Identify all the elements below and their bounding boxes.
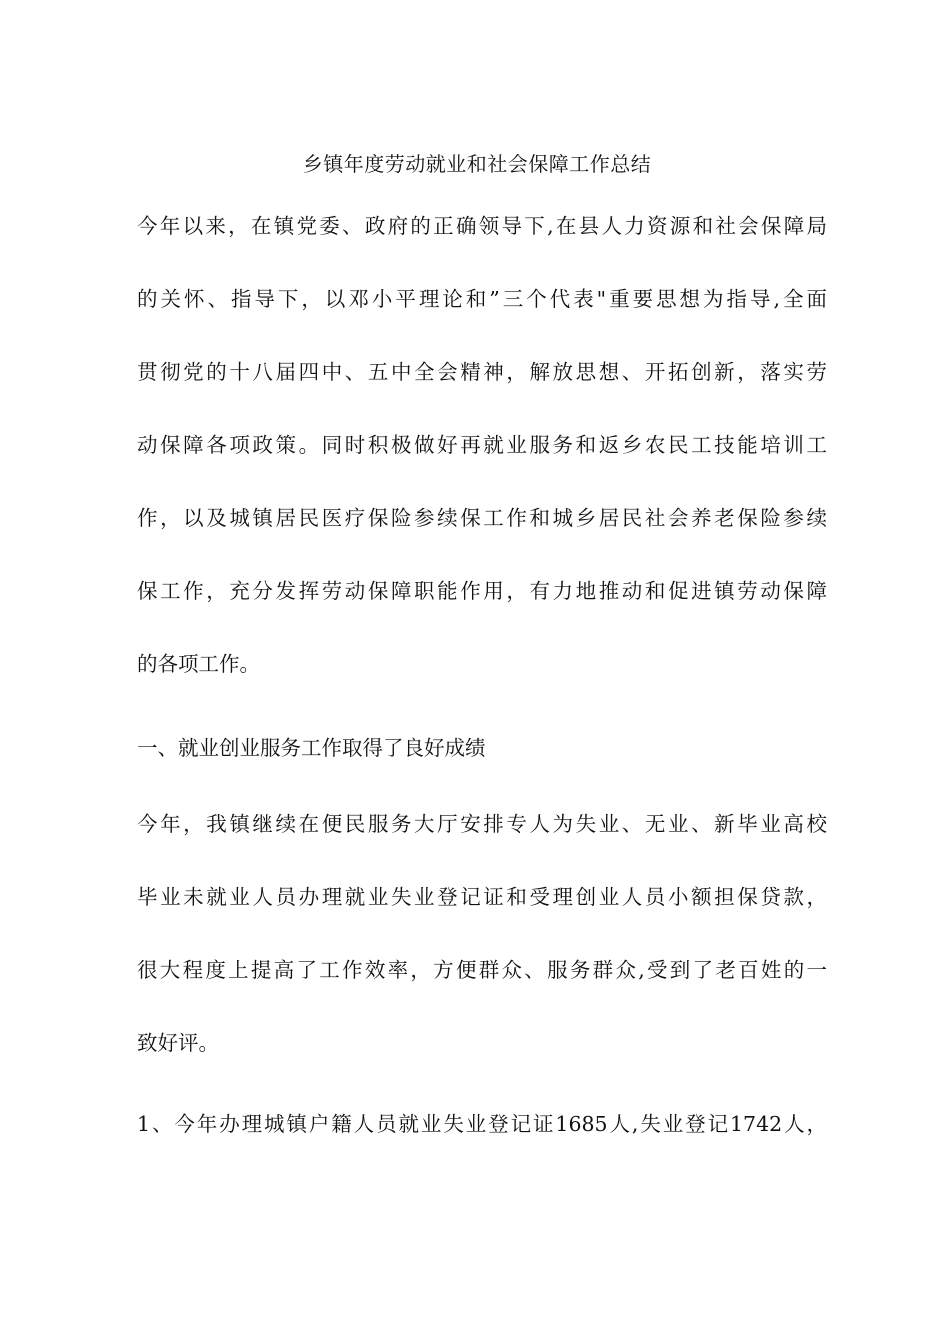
list-item: 1、今年办理城镇户籍人员就业失业登记证1685人,失业登记1742人， bbox=[137, 1112, 827, 1136]
section-heading: 一、就业创业服务工作取得了良好成绩 bbox=[137, 736, 486, 760]
paragraph-line: 很大程度上提高了工作效率，方便群众、服务群众,受到了老百姓的一 bbox=[137, 958, 827, 982]
paragraph-line: 的关怀、指导下，以邓小平理论和”三个代表"重要思想为指导,全面 bbox=[137, 287, 827, 311]
paragraph-line: 保工作，充分发挥劳动保障职能作用，有力地推动和促进镇劳动保障 bbox=[137, 579, 827, 603]
document-title: 乡镇年度劳动就业和社会保障工作总结 bbox=[302, 152, 652, 176]
paragraph-line: 致好评。 bbox=[137, 1031, 219, 1055]
paragraph-line: 今年以来，在镇党委、政府的正确领导下,在县人力资源和社会保障局 bbox=[137, 214, 827, 238]
paragraph-line: 贯彻党的十八届四中、五中全会精神，解放思想、开拓创新，落实劳 bbox=[137, 360, 827, 384]
paragraph-line: 作，以及城镇居民医疗保险参续保工作和城乡居民社会养老保险参续 bbox=[137, 506, 827, 530]
paragraph-line: 今年，我镇继续在便民服务大厅安排专人为失业、无业、新毕业高校 bbox=[137, 812, 827, 836]
paragraph-line: 的各项工作。 bbox=[137, 652, 260, 676]
paragraph-line: 毕业未就业人员办理就业失业登记证和受理创业人员小额担保贷款， bbox=[137, 885, 827, 909]
paragraph-line: 动保障各项政策。同时积极做好再就业服务和返乡农民工技能培训工 bbox=[137, 433, 827, 457]
